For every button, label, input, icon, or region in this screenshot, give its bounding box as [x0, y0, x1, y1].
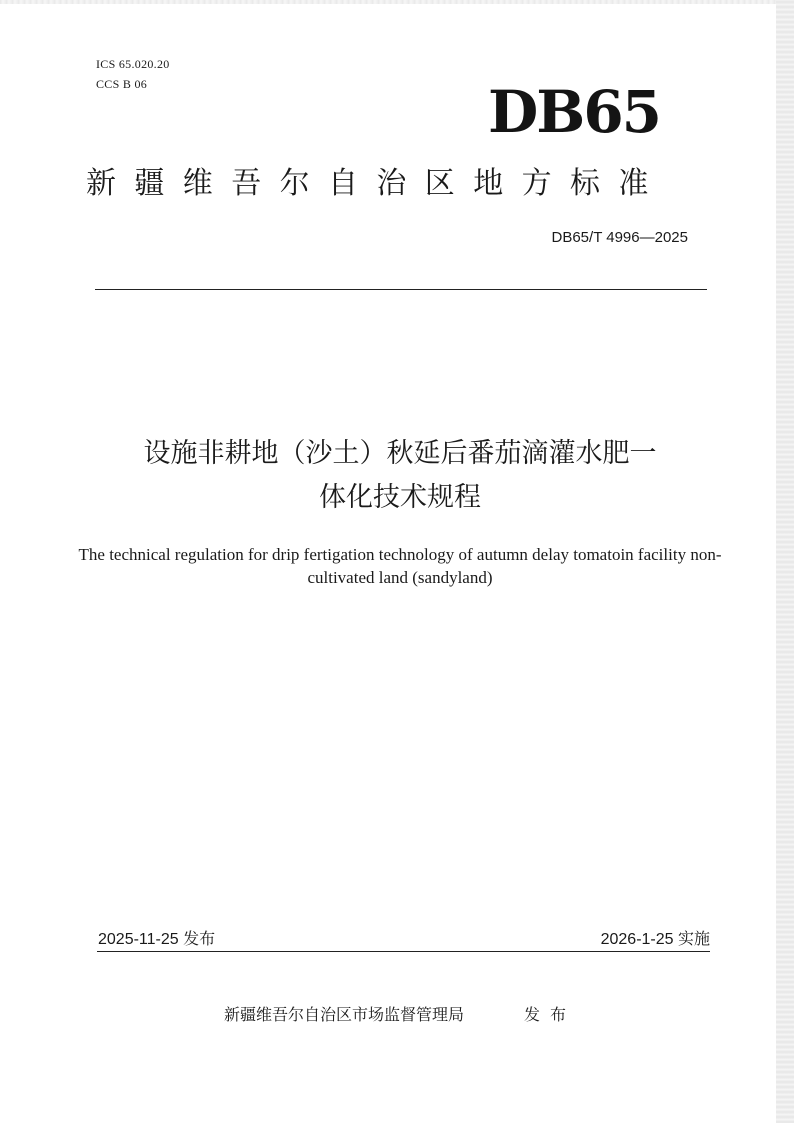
scan-artifact-edge [776, 0, 794, 1123]
db65-logo: DB65 [488, 78, 661, 146]
standard-code: DB65/T 4996—2025 [551, 229, 688, 246]
title-zh-line-2: 体化技术规程 [319, 482, 481, 513]
document-title-zh [60, 432, 740, 520]
footer-divider [97, 951, 710, 952]
issuing-authority: 新疆维吾尔自治区市场监督管理局 [224, 1005, 465, 1024]
implement-date: 2026-1-25 实施 [600, 931, 710, 948]
ccs-code: CCS B 06 [96, 77, 148, 91]
ics-code: ICS 65.020.20 [96, 57, 170, 71]
title-zh-line-1: 设施非耕地（沙土）秋延后番茄滴灌水肥一 [143, 438, 657, 469]
publish-date: 2025-11-25 发布 [98, 931, 216, 948]
scan-artifact-top [0, 0, 794, 4]
issue-label: 发布 [524, 1005, 577, 1024]
header-divider [95, 289, 707, 290]
document-title-en: The technical regulation for drip fertigation technology of autumn delay tomatoin facility non-cultivated land (sandyland) [78, 545, 722, 587]
organization-name: 新疆维吾尔自治区地方标准 [86, 166, 667, 201]
